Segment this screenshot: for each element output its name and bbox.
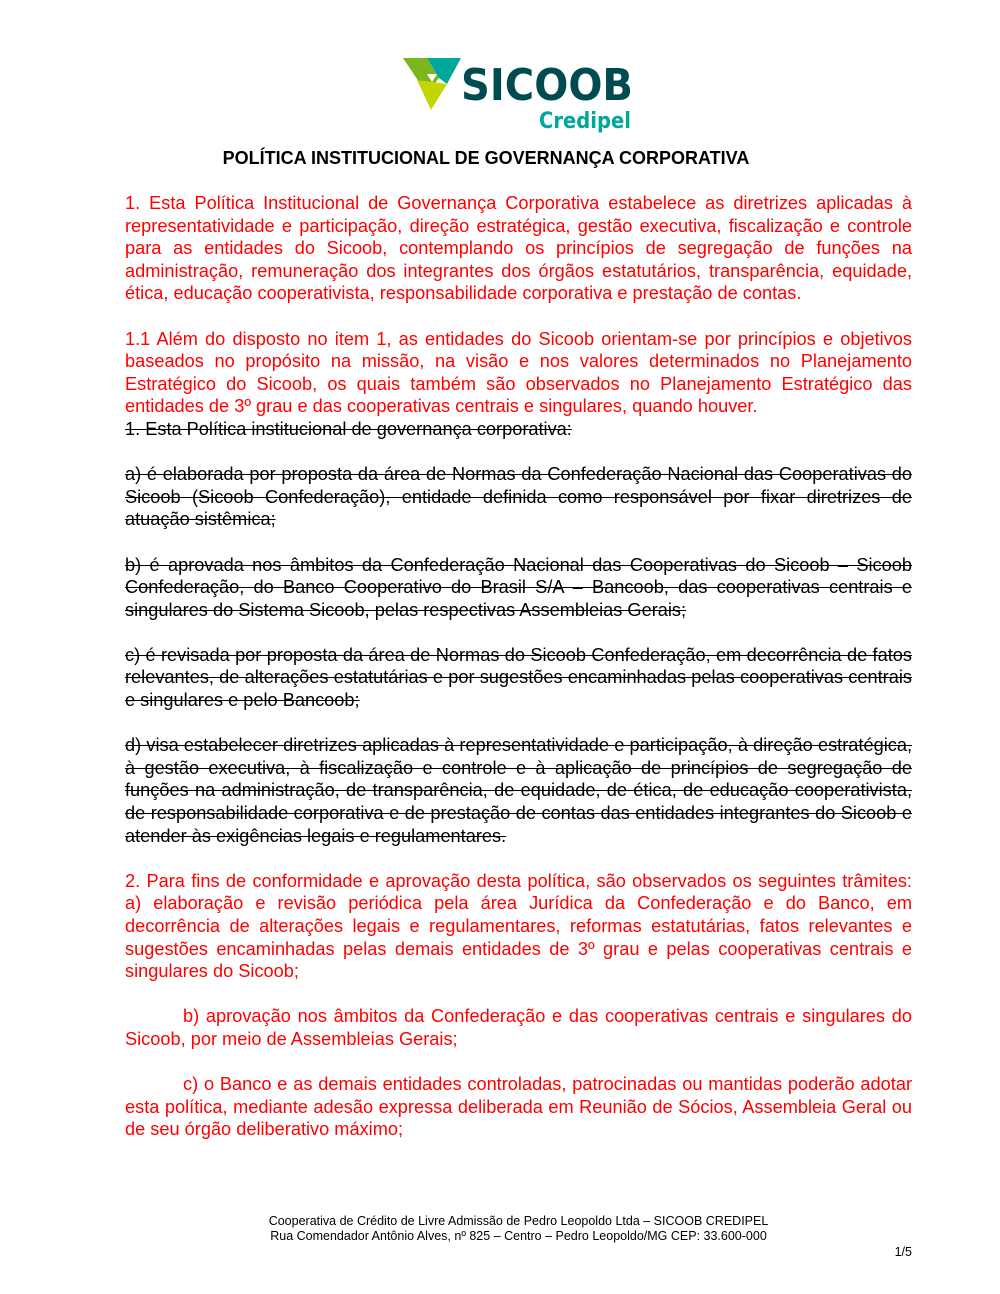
struck-paragraph-1: 1. Esta Política institucional de governança corporativa: bbox=[125, 418, 572, 439]
sicoob-logo-icon bbox=[403, 56, 638, 136]
struck-item-a: a) é elaborada por proposta da área de Normas da Confederação Nacional das Cooperativas do Sicoob (Sicoob Confederação), entidade definida como responsável por fixar diretrizes de atuação sistêmica; bbox=[125, 464, 912, 530]
paragraph-2-c: c) o Banco e as demais entidades controladas, patrocinadas ou mantidas poderão adotar esta política, mediante adesão expressa deliberada em Reunião de Sócios, Assembleia Geral ou de seu órgão deliberativo máximo; bbox=[125, 1074, 912, 1140]
page-title: POLÍTICA INSTITUCIONAL DE GOVERNANÇA CORPORATIVA bbox=[222, 148, 750, 168]
page-number: 1/5 bbox=[894, 1245, 912, 1259]
paragraph-2: 2. Para fins de conformidade e aprovação desta política, são observados os seguintes trâmites: a) elaboração e revisão periódica pela área Jurídica da Confederação e do Banco, em decorrência de alterações legais e regulamentares, reformas estatutárias, fatos relevantes e sugestões encaminhadas pelas demais entidades de 3º grau e pelas cooperativas centrais e singulares do Sicoob; bbox=[125, 870, 912, 982]
footer bbox=[125, 1214, 912, 1244]
paragraph-1: 1. Esta Política Institucional de Governança Corporativa estabelece as diretrizes aplicadas à representatividade e participação, direção estratégica, gestão executiva, fiscalização e controle para as entidades do Sicoob, contemplando os princípios de segregação de funções na administração, remuneração dos integrantes dos órgãos estatutários, transparência, equidade, ética, educação cooperativista, responsabilidade corporativa e prestação de contas. bbox=[125, 193, 912, 304]
sicoob-credipel-logo bbox=[403, 56, 638, 136]
footer-company: Cooperativa de Crédito de Livre Admissão de Pedro Leopoldo Ltda – SICOOB CREDIPEL bbox=[268, 1214, 769, 1228]
footer-address: Rua Comendador Antônio Alves, nº 825 – Centro – Pedro Leopoldo/MG CEP: 33.600-000 bbox=[270, 1229, 767, 1243]
paragraph-1-1: 1.1 Além do disposto no item 1, as entidades do Sicoob orientam-se por princípios e objetivos baseados no propósito na missão, na visão e nos valores determinados no Planejamento Estratégico do Sicoob, os quais também são observados no Planejamento Estratégico das entidades de 3º grau e das cooperativas centrais e singulares, quando houver. bbox=[125, 328, 912, 417]
document-body bbox=[125, 192, 912, 1164]
svg-text:SICOOB: SICOOB bbox=[461, 60, 633, 111]
svg-text:Credipel: Credipel bbox=[539, 109, 631, 134]
struck-item-b: b) é aprovada nos âmbitos da Confederação Nacional das Cooperativas do Sicoob – Sicoob Confederação, do Banco Cooperativo do Brasil S/A – Bancoob, das cooperativas centrais e singulares do Sistema Sicoob, pelas respectivas Assembleias Gerais; bbox=[125, 554, 912, 620]
struck-item-d: d) visa estabelecer diretrizes aplicadas à representatividade e participação, à direção estratégica, à gestão executiva, à fiscalização e controle e à aplicação de princípios de segregação de funções na administração, de transparência, de equidade, de ética, de educação cooperativista, de responsabilidade corporativa e de prestação de contas das entidades integrantes do Sicoob e atender às exigências legais e regulamentares. bbox=[125, 735, 912, 846]
struck-item-c: c) é revisada por proposta da área de Normas do Sicoob Confederação, em decorrência de fatos relevantes, de alterações estatutárias e por sugestões encaminhadas pelas cooperativas centrais e singulares e pelo Bancoob; bbox=[125, 644, 912, 711]
paragraph-2-b: b) aprovação nos âmbitos da Confederação e das cooperativas centrais e singulares do Sicoob, por meio de Assembleias Gerais; bbox=[125, 1006, 912, 1049]
